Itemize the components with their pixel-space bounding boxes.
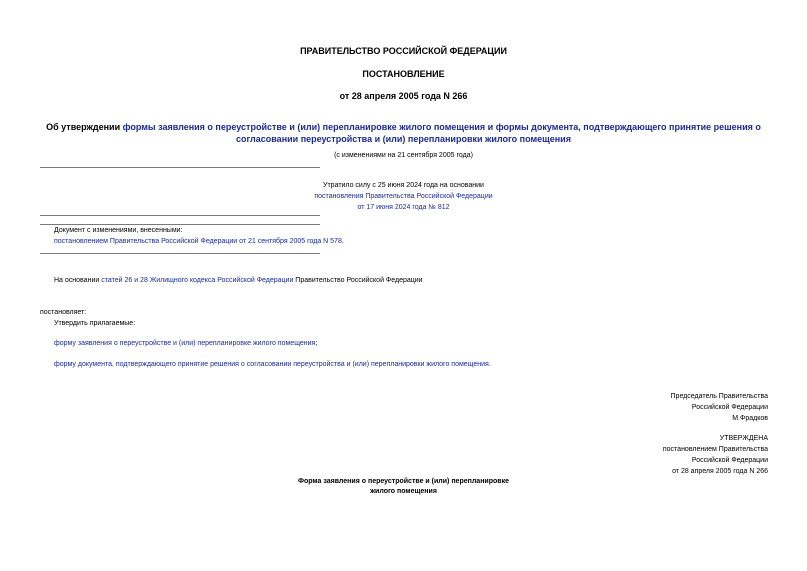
approved-item-suffix: .	[488, 361, 491, 368]
signature-name: М.Фрадков	[732, 415, 768, 422]
approved-item-link[interactable]: форму документа, подтверждающего принятие решения о согласовании переустройства и (или) перепланировки жилого помещения	[54, 361, 489, 368]
decree-word: постановляет:	[40, 309, 87, 316]
approved-item-link[interactable]: форму заявления о переустройстве и (или) перепланировке жилого помещения	[54, 340, 316, 347]
approved-item	[54, 340, 317, 347]
approved-line: постановлением Правительства	[662, 446, 768, 453]
basis-prefix: На основании	[54, 277, 102, 284]
document-heading	[40, 121, 767, 145]
basis-link[interactable]: статей 26 и 28 Жилищного кодекса Российской Федерации	[101, 277, 294, 284]
changes-link-suffix: .	[341, 238, 344, 245]
lost-force-link-date[interactable]: от 17 июня 2024 года № 812	[357, 204, 450, 211]
heading-prefix: Об утверждении	[46, 122, 123, 132]
document-type: ПОСТАНОВЛЕНИЕ	[362, 69, 445, 79]
divider	[40, 167, 320, 168]
basis-paragraph	[54, 277, 423, 284]
lost-force-line: Утратило силу с 25 июня 2024 года на основании	[323, 182, 484, 189]
document-date-number: от 28 апреля 2005 года N 266	[339, 91, 468, 101]
changes-line	[54, 238, 344, 245]
heading-link[interactable]: формы заявления о переустройстве и (или) перепланировке жилого помещения и формы документа, подтверждающего принятие решения о согласовании переустройства и (или) перепланировки жилого помещения	[122, 122, 761, 144]
form-title	[200, 477, 607, 497]
approved-line: Российской Федерации	[691, 457, 768, 464]
form-title-line: Форма заявления о переустройстве и (или) перепланировке	[298, 478, 509, 485]
approve-line: Утвердить прилагаемые:	[54, 320, 136, 327]
signature-line: Российской Федерации	[691, 404, 768, 411]
organization-title: ПРАВИТЕЛЬСТВО РОССИЙСКОЙ ФЕДЕРАЦИИ	[300, 46, 507, 56]
divider	[40, 224, 320, 225]
approved-line: УТВЕРЖДЕНА	[719, 435, 768, 442]
signature-block	[560, 391, 768, 424]
approved-item	[54, 361, 491, 368]
form-title-line: жилого помещения	[370, 488, 437, 495]
divider	[40, 215, 320, 216]
changes-link[interactable]: постановлением Правительства Российской Федерации от 21 сентября 2005 года N 578	[54, 238, 342, 245]
signature-line: Председатель Правительства	[670, 393, 768, 400]
lost-force-link[interactable]: постановления Правительства Российской Федерации	[314, 193, 493, 200]
amendment-note: (с изменениями на 21 сентября 2005 года)	[334, 152, 473, 159]
approved-line: от 28 апреля 2005 года N 266	[672, 468, 768, 475]
basis-suffix: Правительство Российской Федерации	[293, 277, 423, 284]
lost-force-block	[200, 180, 607, 213]
divider	[40, 253, 320, 254]
approved-item-suffix: ;	[315, 340, 318, 347]
approved-stamp-block	[560, 433, 768, 477]
changes-label: Документ с изменениями, внесенными:	[54, 227, 183, 234]
